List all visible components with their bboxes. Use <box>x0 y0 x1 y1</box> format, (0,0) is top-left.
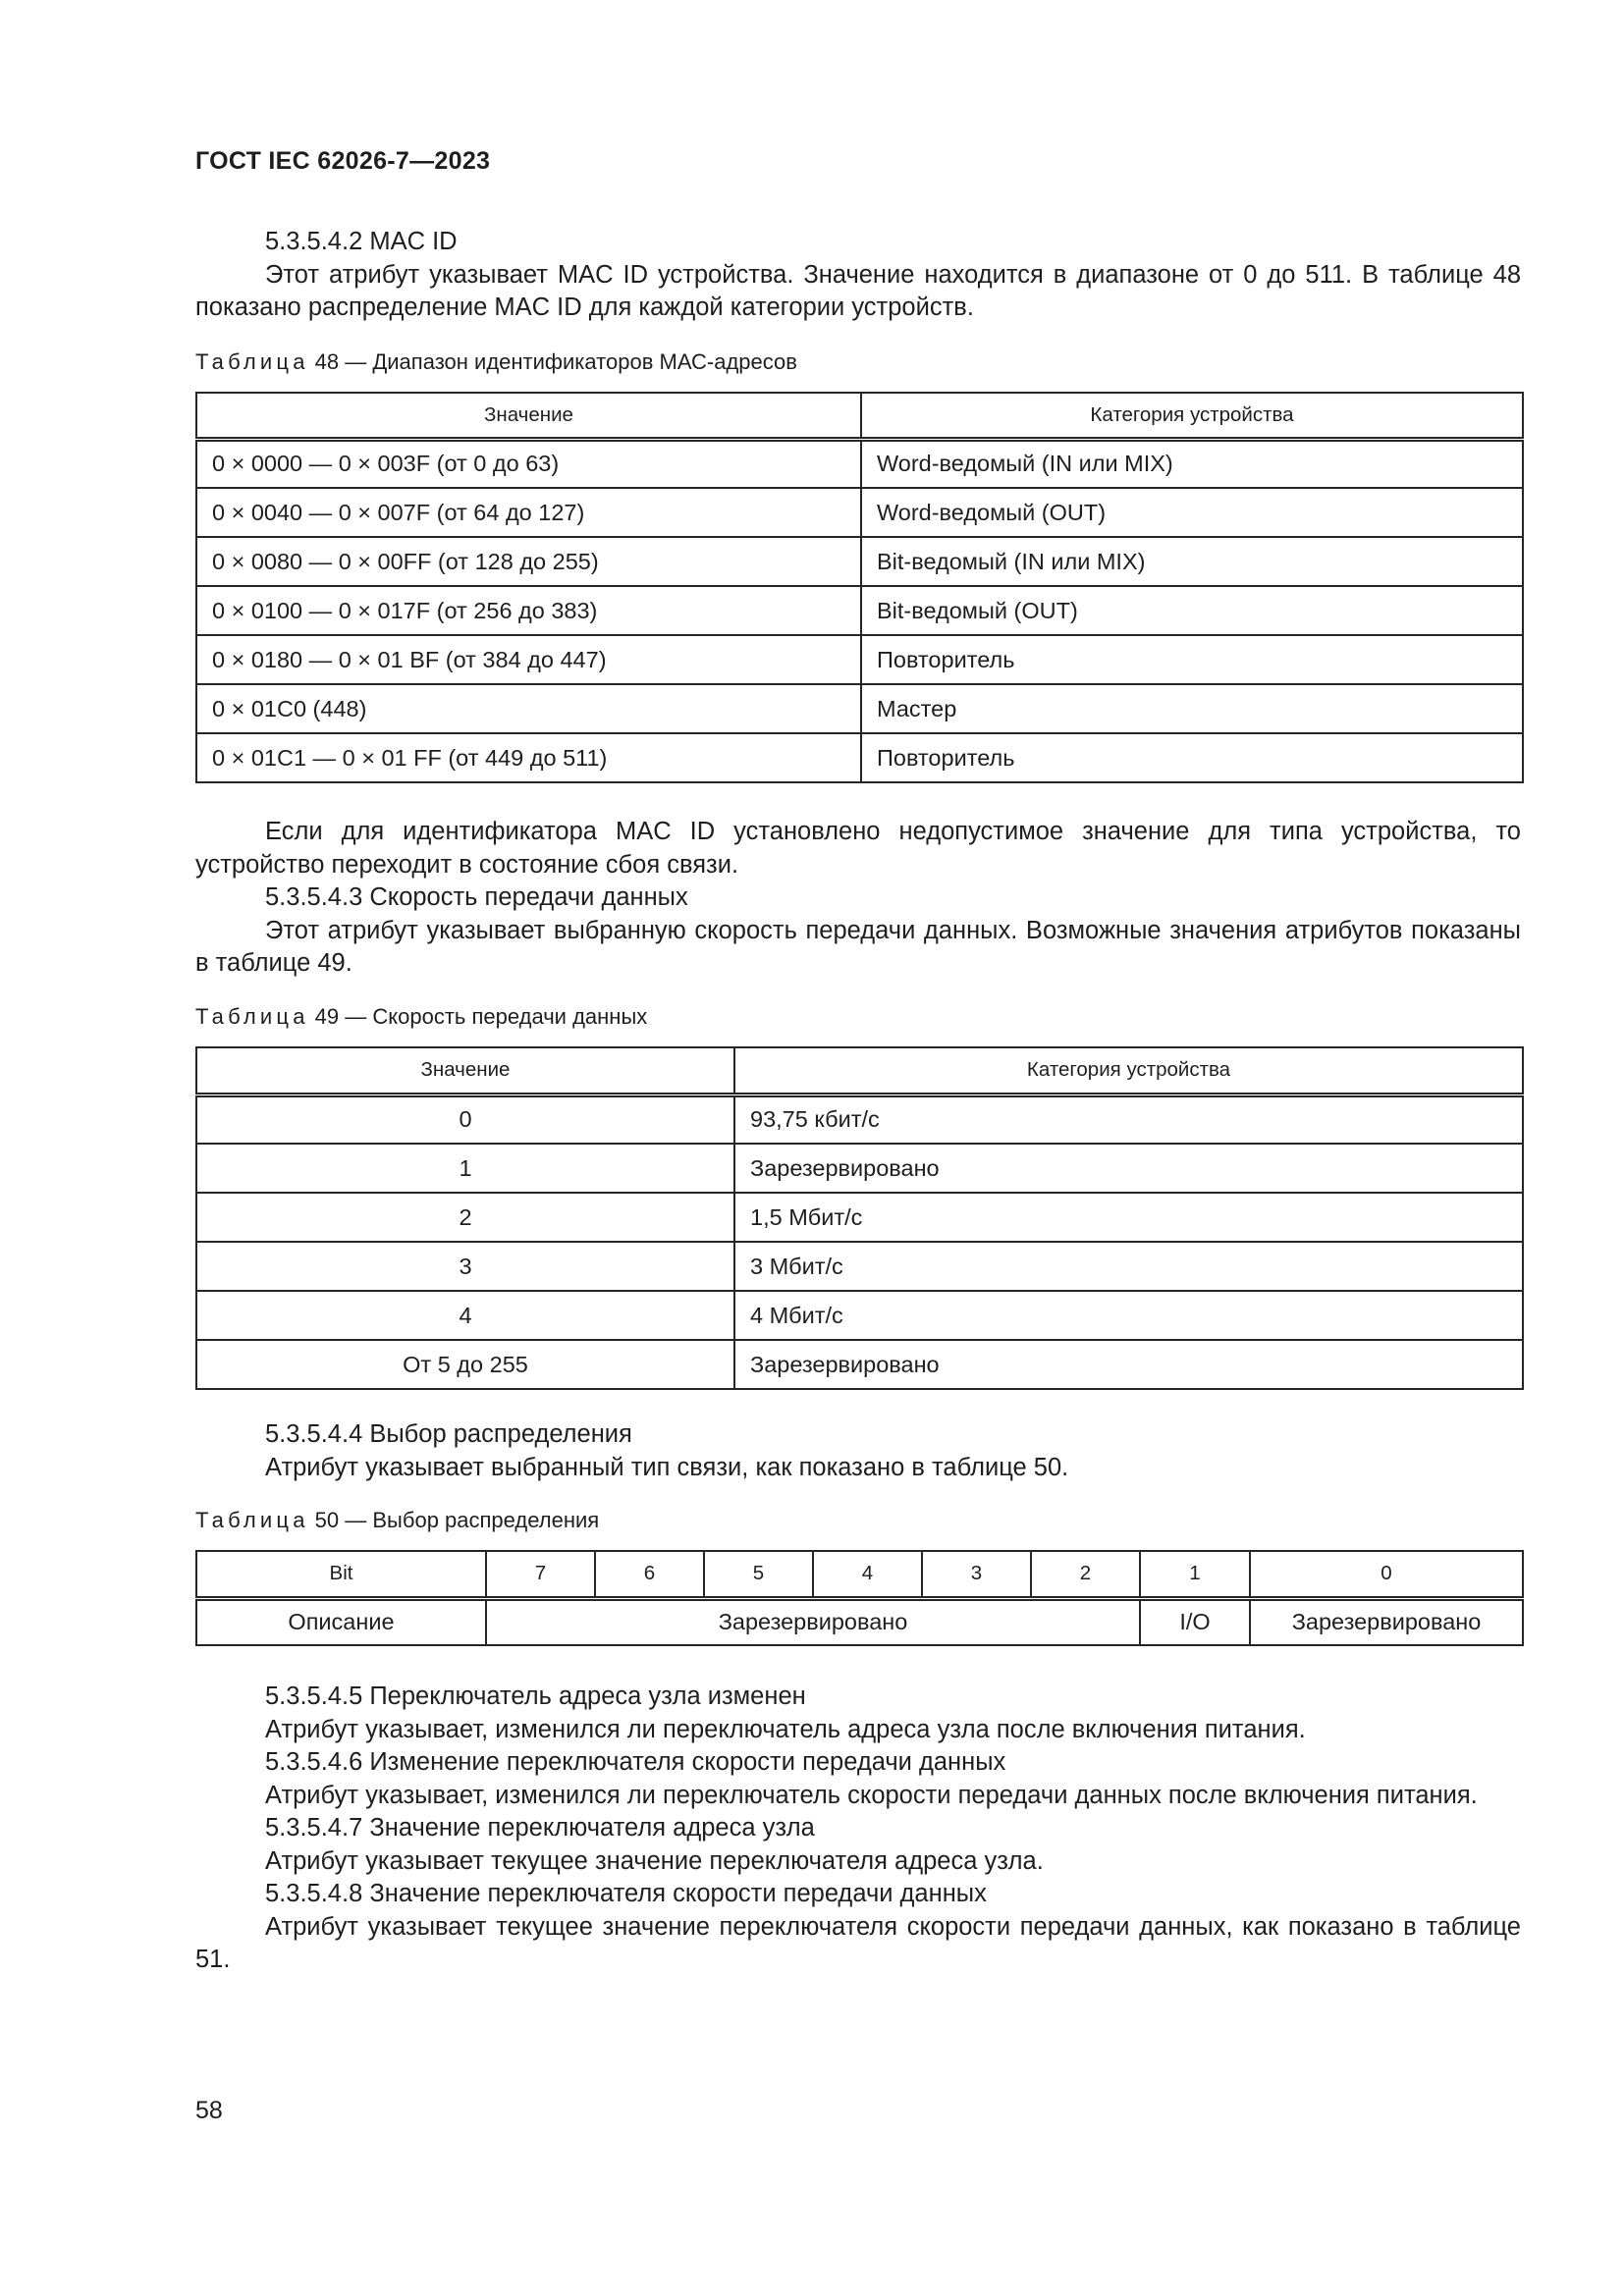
category-cell: Мастер <box>861 684 1523 733</box>
value-cell: 0 × 0000 — 0 × 003F (от 0 до 63) <box>196 439 861 488</box>
reserved-cell: Зарезервировано <box>1250 1598 1523 1645</box>
table-50 <box>195 1550 1524 1646</box>
value-cell: 4 <box>196 1291 734 1340</box>
column-header: Значение <box>196 393 861 439</box>
table-48 <box>195 392 1524 783</box>
table49-caption <box>195 1004 647 1030</box>
caption-label: Таблица <box>195 1508 309 1532</box>
bit-cell: 1 <box>1140 1551 1250 1598</box>
value-cell: 1 <box>196 1144 734 1193</box>
paragraph: Атрибут указывает выбранный тип связи, как показано в таблице 50. <box>265 1453 1069 1481</box>
section-heading: 5.3.5.4.4 Выбор распределения <box>265 1420 632 1448</box>
value-cell: От 5 до 255 <box>196 1340 734 1389</box>
caption-text: 49 — Скорость передачи данных <box>314 1004 648 1029</box>
paragraph: Этот атрибут указывает MAC ID устройства. Значение находится в диапазоне от 0 до 511. В таблице 48 показано распределение MAC ID для каждой категории устройств. <box>195 260 1521 321</box>
section-heading: 5.3.5.4.6 Изменение переключателя скорости передачи данных <box>265 1748 1006 1776</box>
bit-cell: 0 <box>1250 1551 1523 1598</box>
bit-label: Bit <box>196 1551 486 1598</box>
page-number: 58 <box>195 2097 223 2124</box>
category-cell: Bit-ведомый (IN или MIX) <box>861 537 1523 586</box>
table50-caption <box>195 1508 599 1533</box>
paragraph: Атрибут указывает текущее значение переключателя скорости передачи данных, как показано в таблице 51. <box>195 1912 1521 1973</box>
table-row <box>196 1095 1523 1144</box>
section-heading: 5.3.5.4.8 Значение переключателя скорости передачи данных <box>265 1880 987 1907</box>
io-cell: I/O <box>1140 1598 1250 1645</box>
column-header: Категория устройства <box>734 1047 1523 1095</box>
paragraph: Атрибут указывает, изменился ли переключатель скорости передачи данных после включения питания. <box>265 1781 1478 1809</box>
table-row <box>196 1144 1523 1193</box>
value-cell: 0 <box>196 1095 734 1144</box>
category-cell: 93,75 кбит/с <box>734 1095 1523 1144</box>
table-row <box>196 684 1523 733</box>
table-49 <box>195 1046 1524 1390</box>
value-cell: 0 × 0100 — 0 × 017F (от 256 до 383) <box>196 586 861 635</box>
table-row <box>196 537 1523 586</box>
category-cell: Bit-ведомый (OUT) <box>861 586 1523 635</box>
paragraph: Если для идентификатора MAC ID установлено недопустимое значение для типа устройства, то устройство переходит в состояние сбоя связи. <box>195 818 1521 879</box>
category-cell: Word-ведомый (IN или MIX) <box>861 439 1523 488</box>
category-cell: Зарезервировано <box>734 1340 1523 1389</box>
caption-text: 48 — Диапазон идентификаторов МАС-адресов <box>314 349 797 374</box>
category-cell: Повторитель <box>861 635 1523 684</box>
bit-cell: 5 <box>704 1551 813 1598</box>
caption-label: Таблица <box>195 1004 309 1029</box>
bit-cell: 2 <box>1031 1551 1140 1598</box>
value-cell: 0 × 0080 — 0 × 00FF (от 128 до 255) <box>196 537 861 586</box>
table-row <box>196 1291 1523 1340</box>
paragraph: Атрибут указывает, изменился ли переключатель адреса узла после включения питания. <box>265 1715 1306 1743</box>
category-cell: Word-ведомый (OUT) <box>861 488 1523 537</box>
column-header: Категория устройства <box>861 393 1523 439</box>
value-cell: 0 × 01C1 — 0 × 01 FF (от 449 до 511) <box>196 733 861 782</box>
table-row <box>196 635 1523 684</box>
section-switches <box>195 1681 1521 1977</box>
bit-row <box>196 1551 1523 1598</box>
bit-cell: 3 <box>922 1551 1031 1598</box>
section-heading: 5.3.5.4.2 MAC ID <box>265 228 458 255</box>
table-row <box>196 586 1523 635</box>
bit-cell: 6 <box>595 1551 704 1598</box>
description-label: Описание <box>196 1598 486 1645</box>
paragraph: Атрибут указывает текущее значение переключателя адреса узла. <box>265 1846 1044 1875</box>
section-heading: 5.3.5.4.7 Значение переключателя адреса узла <box>265 1814 815 1842</box>
value-cell: 0 × 01C0 (448) <box>196 684 861 733</box>
bit-cell: 7 <box>486 1551 595 1598</box>
section-transfer-rate <box>195 816 1521 981</box>
caption-text: 50 — Выбор распределения <box>314 1508 600 1532</box>
table-row <box>196 1242 1523 1291</box>
value-cell: 3 <box>196 1242 734 1291</box>
caption-label: Таблица <box>195 349 309 374</box>
table48-caption <box>195 349 797 375</box>
bit-cell: 4 <box>813 1551 922 1598</box>
table-row <box>196 733 1523 782</box>
category-cell: 1,5 Мбит/с <box>734 1193 1523 1242</box>
table-row <box>196 1193 1523 1242</box>
category-cell: 4 Мбит/с <box>734 1291 1523 1340</box>
description-row <box>196 1598 1523 1645</box>
document-header: ГОСТ IEC 62026-7—2023 <box>195 147 491 175</box>
table-row <box>196 1340 1523 1389</box>
table-row <box>196 488 1523 537</box>
category-cell: Повторитель <box>861 733 1523 782</box>
section-heading: 5.3.5.4.3 Скорость передачи данных <box>265 883 688 911</box>
reserved-cell: Зарезервировано <box>486 1598 1140 1645</box>
value-cell: 0 × 0040 — 0 × 007F (от 64 до 127) <box>196 488 861 537</box>
column-header: Значение <box>196 1047 734 1095</box>
category-cell: Зарезервировано <box>734 1144 1523 1193</box>
table-row <box>196 439 1523 488</box>
table-header-row <box>196 393 1523 439</box>
section-mac-id <box>195 226 1521 325</box>
value-cell: 0 × 0180 — 0 × 01 BF (от 384 до 447) <box>196 635 861 684</box>
section-distribution <box>195 1418 1521 1484</box>
section-heading: 5.3.5.4.5 Переключатель адреса узла изменен <box>265 1682 806 1710</box>
table-header-row <box>196 1047 1523 1095</box>
value-cell: 2 <box>196 1193 734 1242</box>
paragraph: Этот атрибут указывает выбранную скорость передачи данных. Возможные значения атрибутов показаны в таблице 49. <box>195 916 1521 977</box>
category-cell: 3 Мбит/с <box>734 1242 1523 1291</box>
